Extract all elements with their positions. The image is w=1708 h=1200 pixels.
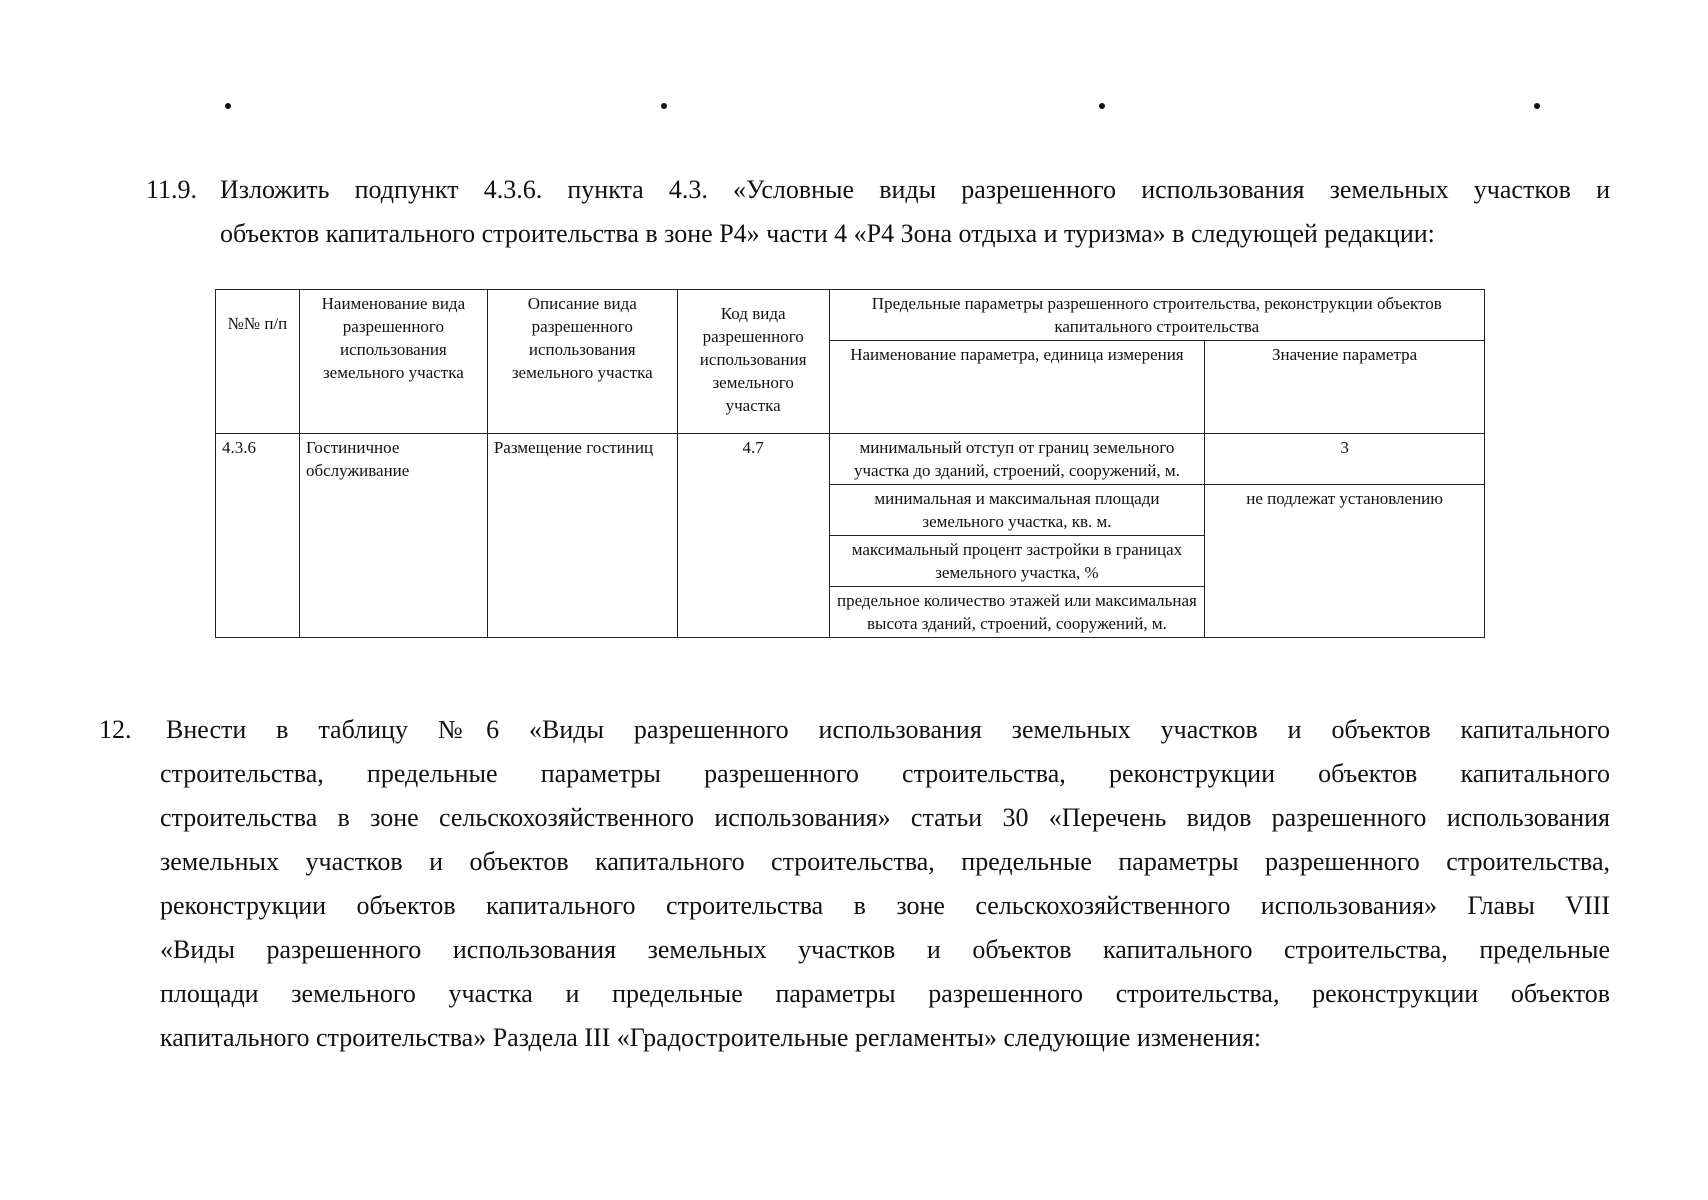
scan-dot <box>225 103 231 109</box>
header-param-name: Наименование параметра, единица измерения <box>829 341 1205 434</box>
scan-dot <box>1099 103 1105 109</box>
cell-use-name: Гостиничное обслуживание <box>299 434 487 638</box>
paragraph-line: земельных участков и объектов капитального строительства, предельные параметры разрешенного строительства, <box>160 847 1610 876</box>
paragraph-number-12: 12. <box>99 715 132 744</box>
header-use-code: Код вида разрешенного использования земельного участка <box>677 290 829 434</box>
cell-param-name: минимальный отступ от границ земельного участка до зданий, строений, сооружений, м. <box>829 434 1205 485</box>
header-use-name: Наименование вида разрешенного использования земельного участка <box>299 290 487 434</box>
cell-param-value: 3 <box>1205 434 1485 485</box>
cell-param-name: максимальный процент застройки в границах земельного участка, % <box>829 536 1205 587</box>
paragraph-12 <box>160 708 1610 1060</box>
permitted-use-table <box>215 289 1485 638</box>
table-header-row <box>216 290 1485 341</box>
paragraph-line: реконструкции объектов капитального строительства в зоне сельскохозяйственного использования» Главы VIII <box>160 891 1610 920</box>
paragraph-line: площади земельного участка и предельные параметры разрешенного строительства, реконструкции объектов <box>160 979 1610 1008</box>
paragraph-11-9 <box>220 168 1610 256</box>
paragraph-line: Изложить подпункт 4.3.6. пункта 4.3. «Условные виды разрешенного использования земельных участков и <box>220 175 1610 204</box>
cell-use-description: Размещение гостиниц <box>487 434 677 638</box>
paragraph-line: строительства в зоне сельскохозяйственного использования» статьи 30 «Перечень видов разрешенного использования <box>160 803 1610 832</box>
header-use-description: Описание вида разрешенного использования земельного участка <box>487 290 677 434</box>
scan-dot <box>661 103 667 109</box>
header-num: №№ п/п <box>216 290 300 434</box>
table-row <box>216 434 1485 485</box>
paragraph-line: строительства, предельные параметры разрешенного строительства, реконструкции объектов капитального <box>160 759 1610 788</box>
cell-param-value: не подлежат установлению <box>1205 485 1485 638</box>
cell-param-name: предельное количество этажей или максимальная высота зданий, строений, сооружений, м. <box>829 587 1205 638</box>
paragraph-line: «Виды разрешенного использования земельных участков и объектов капитального строительства, предельные <box>160 935 1610 964</box>
cell-num: 4.3.6 <box>216 434 300 638</box>
header-param-value: Значение параметра <box>1205 341 1485 434</box>
paragraph-line: объектов капитального строительства в зоне Р4» части 4 «Р4 Зона отдыха и туризма» в следующей редакции: <box>220 219 1435 248</box>
scan-dot <box>1534 103 1540 109</box>
paragraph-line: капитального строительства» Раздела III «Градостроительные регламенты» следующие изменения: <box>160 1023 1262 1052</box>
paragraph-line: Внести в таблицу №6 «Виды разрешенного использования земельных участков и объектов капитального <box>166 715 1610 744</box>
cell-use-code: 4.7 <box>677 434 829 638</box>
header-limit-params: Предельные параметры разрешенного строительства, реконструкции объектов капитального строительства <box>829 290 1484 341</box>
cell-param-name: минимальная и максимальная площади земельного участка, кв. м. <box>829 485 1205 536</box>
paragraph-number-11-9: 11.9. <box>146 175 198 204</box>
